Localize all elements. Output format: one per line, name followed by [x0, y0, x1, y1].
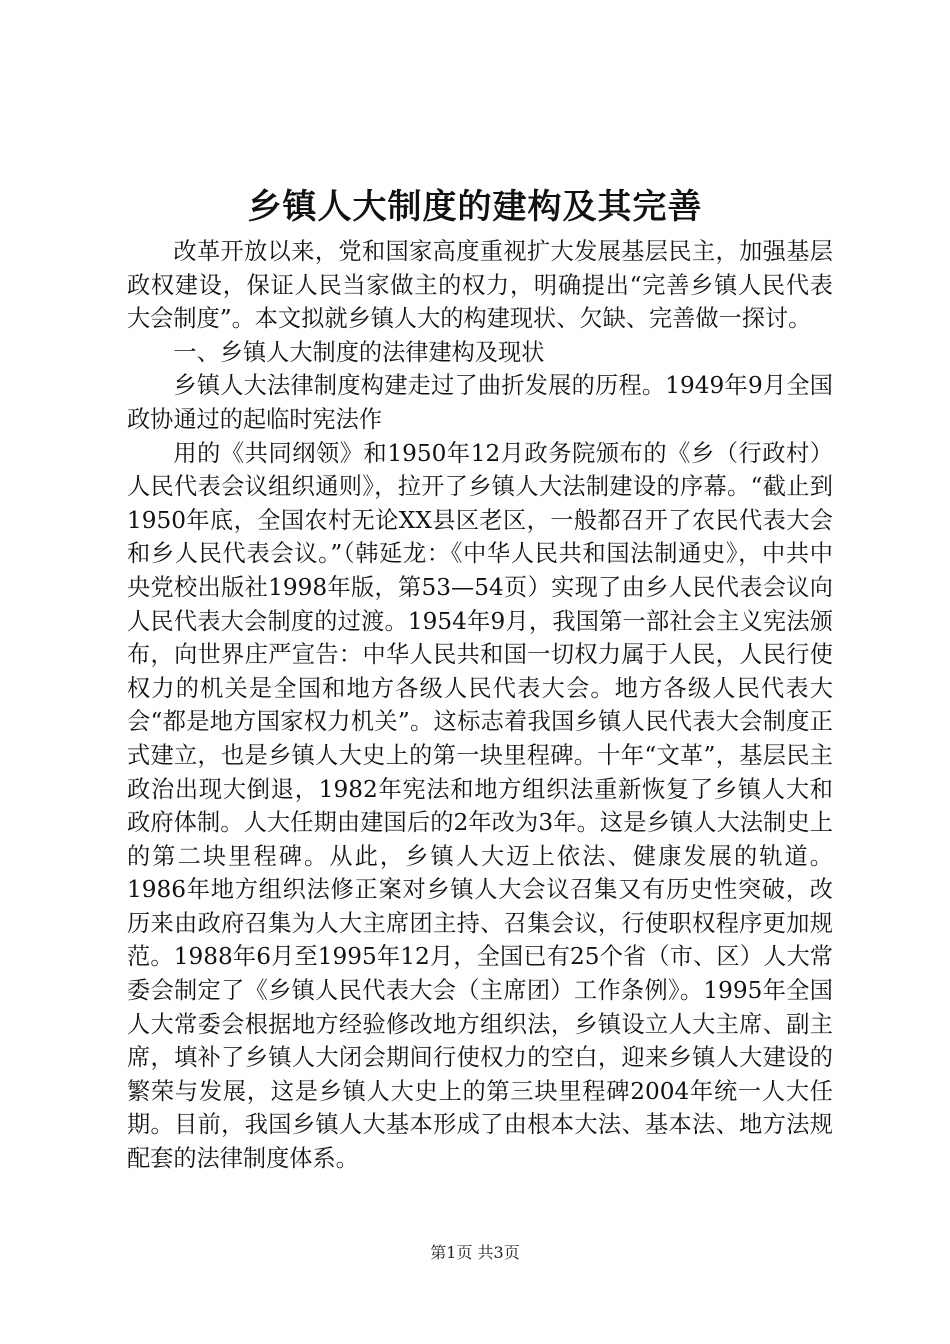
section-heading: 一、乡镇人大制度的法律建构及现状: [173, 338, 545, 366]
page-number-footer: 第1页 共3页: [430, 1243, 520, 1262]
body-paragraph: 用的《共同纲领》和1950年12月政务院颁布的《乡（行政村）人民代表会议组织通则》，拉开了乡镇人大法制建设的序幕。“截止到1950年底，全国农村无论XX县区老区，一般都召开了农民代表大会和乡人民代表会议。”（韩延龙：《中华人民共和国法制通史》，中共中央党校出版社1998年版，第53—54页）实现了由乡人民代表会议向人民代表大会制度的过渡。1954年9月，我国第一部社会主义宪法颁布，向世界庄严宣告：中华人民共和国一切权力属于人民，人民行使权力的机关是全国和地方各级人民代表大会。地方各级人民代表大会“都是地方国家权力机关”。这标志着我国乡镇人民代表大会制度正式建立，也是乡镇人大史上的第一块里程碑。十年“文革”，基层民主政治出现大倒退，1982年宪法和地方组织法重新恢复了乡镇人大和政府体制。人大任期由建国后的2年改为3年。这是乡镇人大法制史上的第二块里程碑。从此，乡镇人大迈上依法、健康发展的轨道。1986年地方组织法修正案对乡镇人大会议召集又有历史性突破，改历来由政府召集为人大主席团主持、召集会议，行使职权程序更加规范。1988年6月至1995年12月，全国已有25个省（市、区）人大常委会制定了《乡镇人民代表大会（主席团）工作条例》。1995年全国人大常委会根据地方经验修改地方组织法，乡镇设立人大主席、副主席，填补了乡镇人大闭会期间行使权力的空白，迎来乡镇人大建设的繁荣与发展，这是乡镇人大史上的第三块里程碑2004年统一人大任期。目前，我国乡镇人大基本形成了由根本大法、基本法、地方法规配套的法律制度体系。: [127, 439, 833, 1173]
intro-paragraph: 改革开放以来，党和国家高度重视扩大发展基层民主，加强基层政权建设，保证人民当家做主的权力，明确提出“完善乡镇人民代表大会制度”。本文拟就乡镇人大的构建现状、欠缺、完善做一探讨。: [127, 238, 833, 333]
body-paragraph: 乡镇人大法律制度构建走过了曲折发展的历程。1949年9月全国政协通过的起临时宪法作: [127, 372, 833, 433]
document-title: 乡镇人大制度的建构及其完善: [247, 187, 703, 227]
document-body: [127, 235, 833, 1176]
